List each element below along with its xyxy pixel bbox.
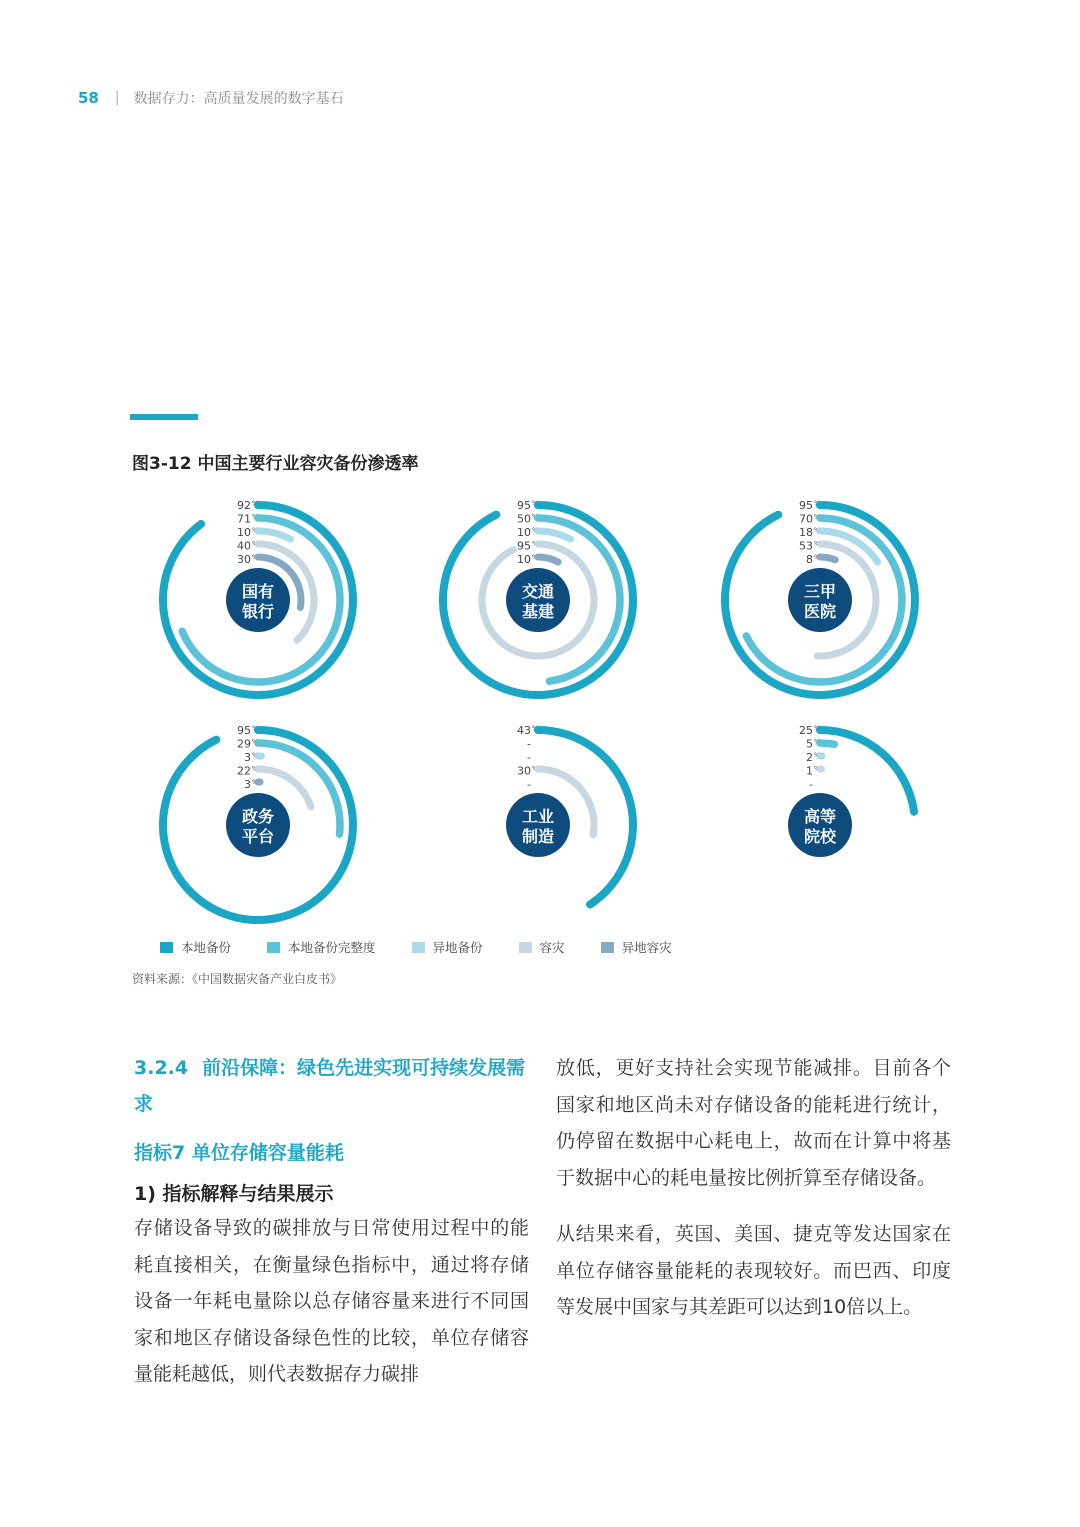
body-paragraph: 存储设备导致的碳排放与日常使用过程中的能耗直接相关，在衡量绿色指标中，通过将存储设备一年耗电量除以总存储容量来进行不同国家和地区存储设备绿色性的比较，单位存储容量能耗越低，则代表数据存力碳排 [134, 1217, 529, 1385]
value-label: 40 [237, 539, 251, 553]
percent-sign: % [814, 526, 821, 534]
value-label: 3 [244, 778, 251, 791]
legend-swatch [519, 942, 532, 953]
industry-radial-chart [506, 724, 633, 904]
value-label: 53 [799, 539, 813, 553]
industry-name: 银行 [241, 602, 275, 621]
industry-name: 三甲 [803, 582, 837, 601]
value-label: 10 [517, 553, 531, 566]
chart-legend [160, 938, 708, 956]
percent-sign: % [252, 499, 259, 507]
percent-sign: % [814, 737, 821, 746]
value-label: 95 [517, 539, 531, 553]
percent-sign: % [252, 526, 259, 534]
body-paragraph: 放低，更好支持社会实现节能减排。目前各个国家和地区尚未对存储设备的能耗进行统计，仍停留在数据中心耗电上，故而在计算中将基于数据中心的耗电量按比例折算至存储设备。 [556, 1057, 951, 1189]
percent-sign: % [814, 751, 821, 759]
figure-source: 资料来源：《中国数据灾备产业白皮书》 [132, 972, 343, 986]
percent-sign: % [252, 539, 259, 548]
industry-name: 工业 [521, 807, 555, 826]
percent-sign: % [814, 724, 821, 732]
industry-radial-chart [788, 724, 914, 857]
industry-name: 医院 [803, 602, 837, 621]
legend-item-local-backup [160, 938, 231, 956]
series-arc [820, 743, 834, 744]
percent-sign: % [252, 737, 259, 746]
section-heading [134, 1050, 529, 1122]
value-label: 8 [806, 553, 813, 566]
value-label: 92 [237, 499, 251, 512]
percent-sign: % [814, 553, 821, 561]
legend-item-local-backup-integrity [267, 938, 376, 956]
industry-name: 制造 [521, 827, 555, 846]
value-label: 30 [517, 764, 531, 778]
percent-sign: % [532, 553, 539, 561]
percent-sign: % [252, 751, 259, 759]
industry-radial-chart [443, 499, 633, 695]
series-arc [538, 531, 570, 539]
text-column-left [134, 1050, 529, 1393]
industry-name: 院校 [803, 827, 837, 846]
series-arc [258, 531, 290, 539]
figure-title: 图3-12 中国主要行业容灾备份渗透率 [132, 454, 419, 474]
subsection-heading: 1) 指标解释与结果展示 [134, 1183, 334, 1205]
radial-chart-area [0, 480, 1080, 930]
value-label: 95 [237, 724, 251, 737]
percent-sign: % [532, 724, 539, 732]
value-label: 10 [237, 526, 251, 539]
industry-name: 政务 [241, 807, 275, 826]
percent-sign: % [532, 499, 539, 507]
value-label: 30 [237, 553, 251, 566]
value-label: 43 [517, 724, 531, 737]
value-label: 95 [799, 499, 813, 512]
value-label: 25 [799, 724, 813, 737]
value-label: 10 [517, 526, 531, 539]
value-label: 22 [237, 764, 251, 778]
value-label: 2 [806, 751, 813, 764]
value-label: 3 [244, 751, 251, 764]
legend-item-offsite-backup [412, 938, 483, 956]
percent-sign: % [252, 764, 259, 773]
running-title: 数据存力：高质量发展的数字基石 [133, 91, 344, 107]
section-title: 前沿保障：绿色先进实现可持续发展需求 [134, 1057, 526, 1115]
industry-radial-chart [725, 499, 915, 695]
value-label: 29 [237, 737, 251, 751]
value-label: 70 [799, 512, 813, 526]
percent-sign: % [814, 764, 821, 773]
percent-sign: % [814, 499, 821, 507]
section-number: 3.2.4 [134, 1057, 189, 1079]
legend-swatch [601, 942, 614, 953]
percent-sign: % [814, 512, 821, 521]
industry-radial-chart [163, 499, 353, 695]
legend-swatch [412, 942, 425, 953]
legend-label: 异地备份 [432, 940, 483, 955]
percent-sign: % [252, 553, 259, 561]
value-label: - [527, 778, 531, 791]
legend-swatch [160, 942, 173, 953]
legend-label: 本地备份完整度 [288, 940, 376, 955]
page-number: 58 [78, 89, 99, 107]
series-arc [820, 557, 835, 560]
figure-accent-bar [130, 414, 198, 420]
legend-swatch [267, 942, 280, 953]
percent-sign: % [532, 764, 539, 773]
legend-label: 容灾 [539, 940, 565, 955]
value-label: 1 [806, 764, 813, 778]
value-label: - [527, 751, 531, 764]
value-label: 71 [237, 512, 251, 526]
text-column-right [556, 1050, 951, 1326]
industry-name: 交通 [521, 582, 555, 601]
value-label: 5 [806, 737, 813, 751]
industry-radial-chart [163, 724, 353, 920]
percent-sign: % [252, 724, 259, 732]
page-header [78, 88, 344, 108]
header-separator: | [114, 90, 120, 106]
percent-sign: % [814, 539, 821, 548]
value-label: 50 [517, 512, 531, 526]
value-label: 18 [799, 526, 813, 539]
series-arc [538, 557, 558, 562]
legend-label: 异地容灾 [621, 940, 672, 955]
percent-sign: % [532, 512, 539, 521]
value-label: - [809, 778, 813, 791]
percent-sign: % [532, 526, 539, 534]
industry-name: 平台 [241, 827, 275, 846]
legend-label: 本地备份 [181, 940, 232, 955]
legend-item-offsite-disaster-recovery [601, 938, 672, 956]
legend-item-disaster-recovery [519, 938, 565, 956]
percent-sign: % [252, 512, 259, 521]
value-label: 95 [517, 499, 531, 512]
percent-sign: % [532, 539, 539, 548]
industry-name: 基建 [521, 602, 555, 621]
value-label: - [527, 737, 531, 751]
industry-name: 国有 [241, 582, 275, 601]
body-paragraph: 从结果来看，英国、美国、捷克等发达国家在单位存储容量能耗的表现较好。而巴西、印度等发展中国家与其差距可以达到10倍以上。 [556, 1223, 951, 1318]
percent-sign: % [252, 778, 259, 786]
industry-name: 高等 [803, 807, 837, 826]
indicator-heading: 指标7 单位存储容量能耗 [134, 1142, 344, 1164]
